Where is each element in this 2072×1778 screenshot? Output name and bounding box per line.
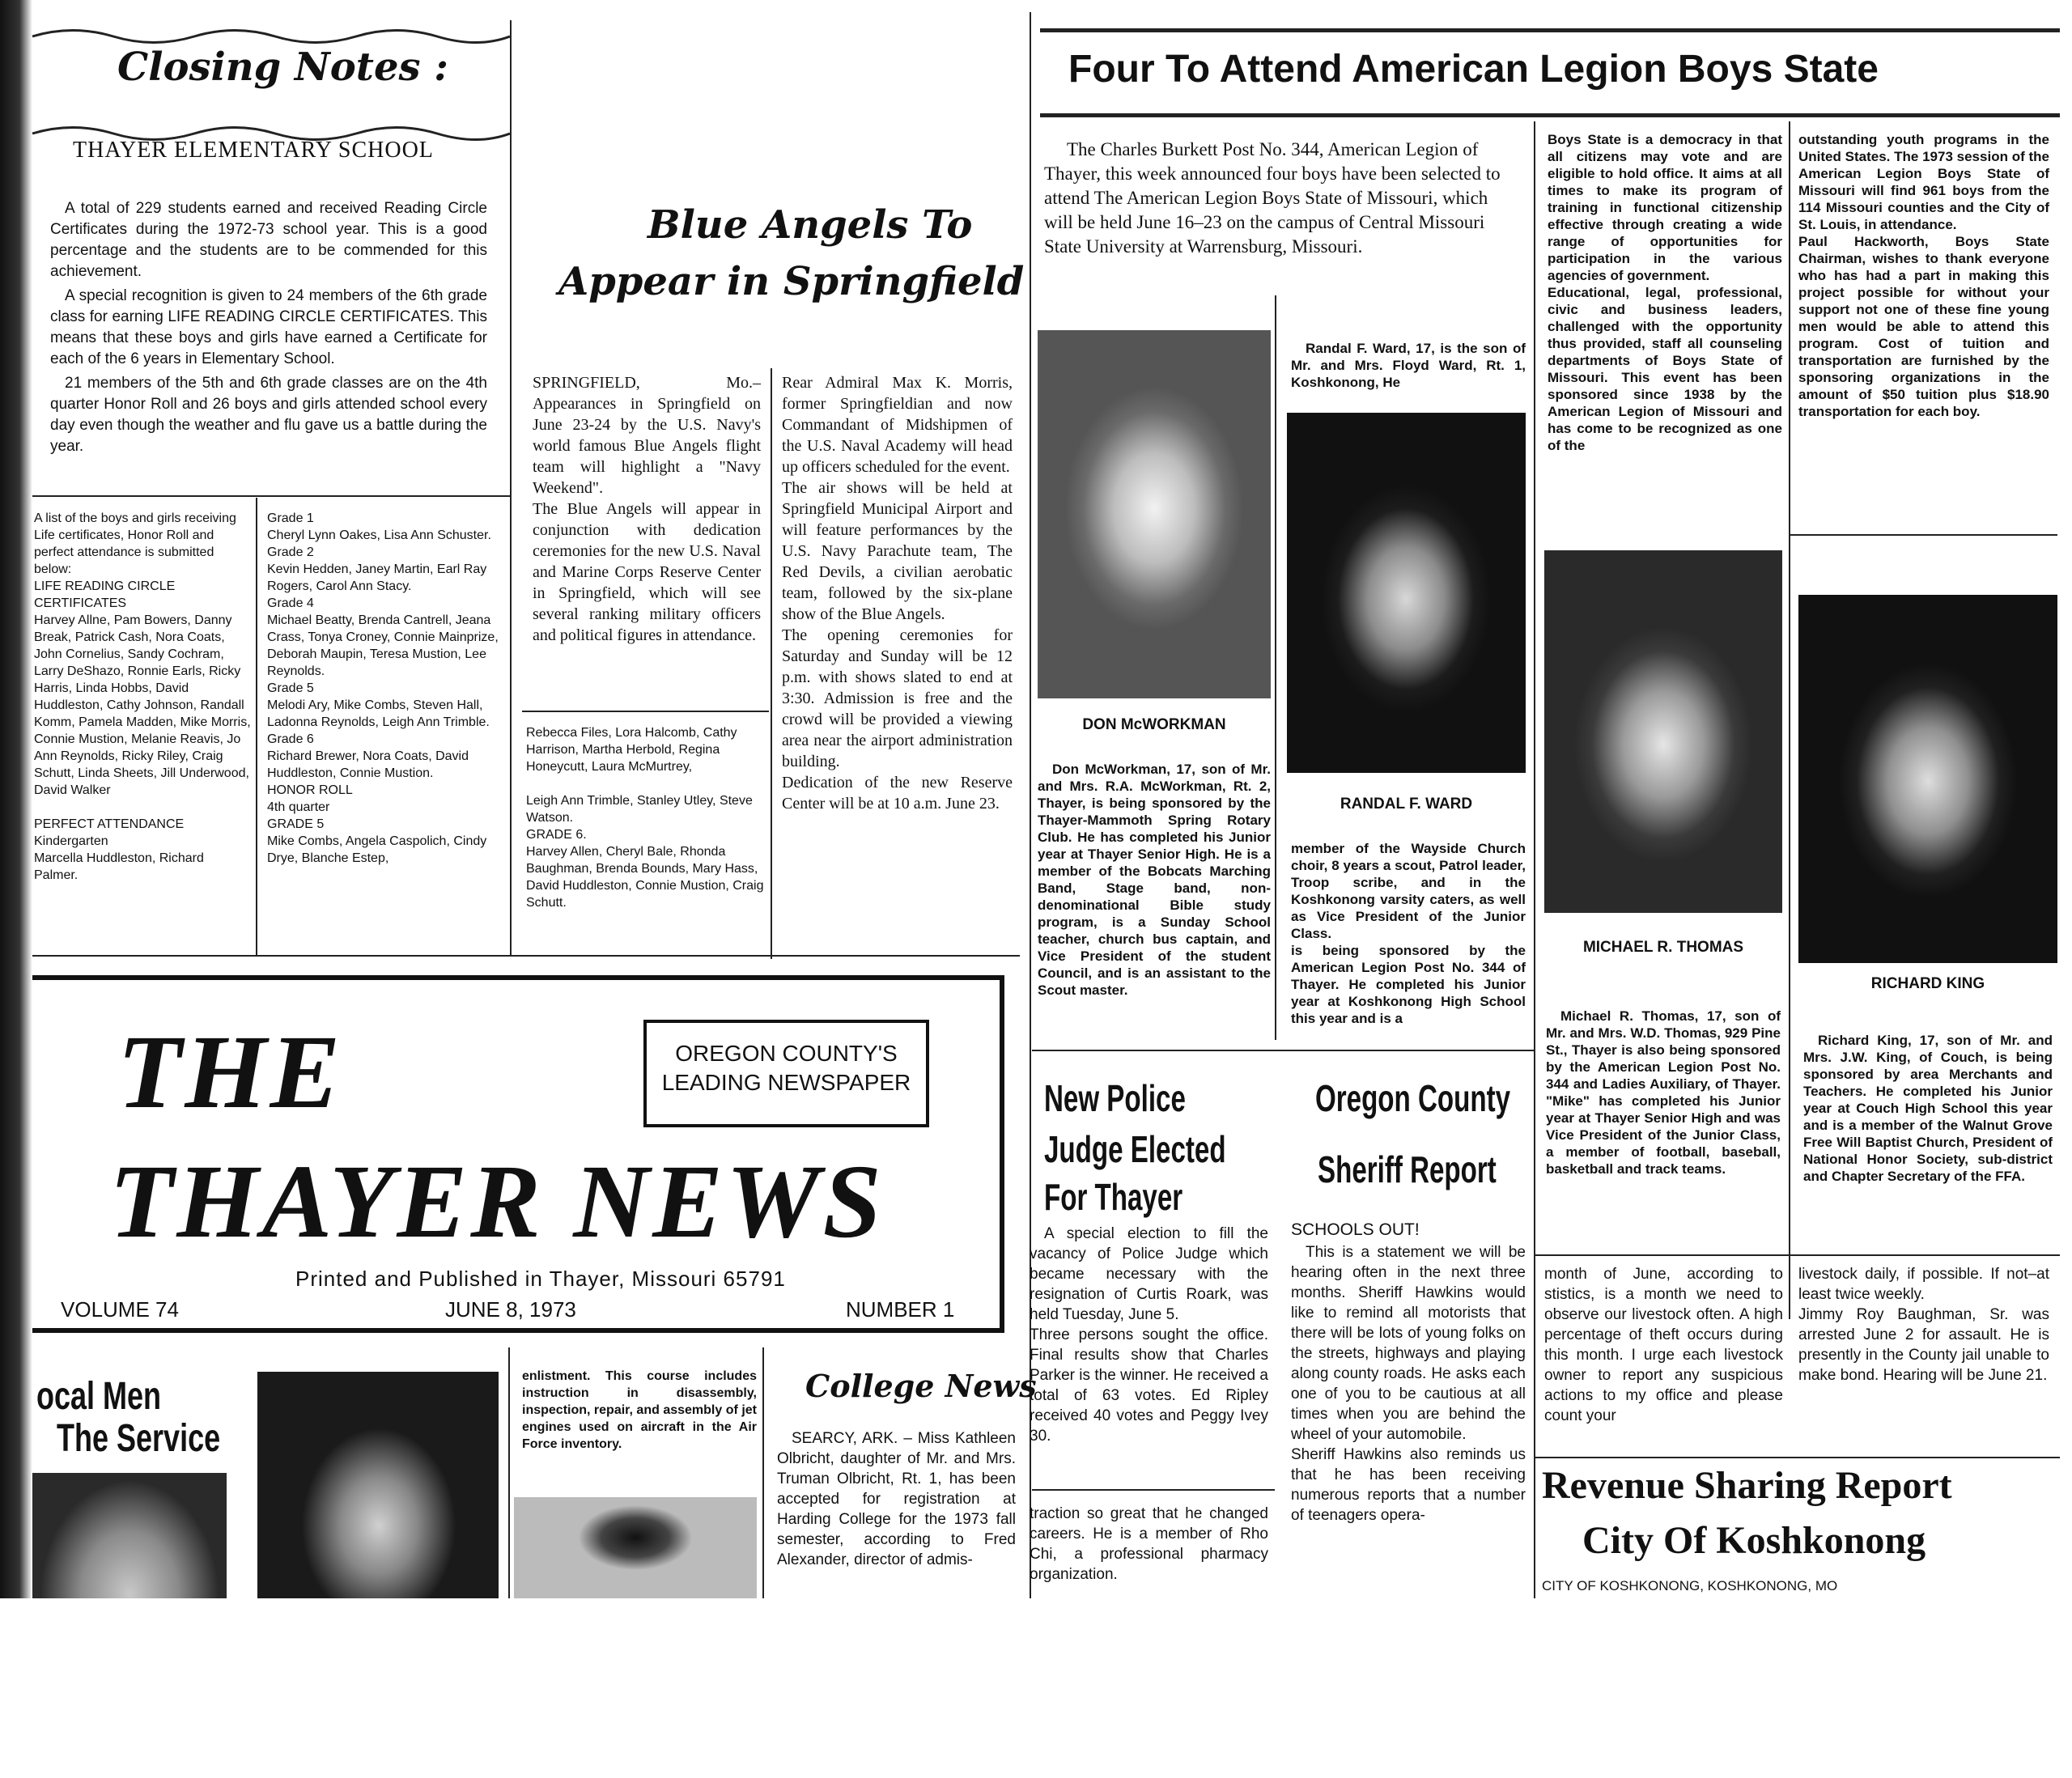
randal-ward-caption: RANDAL F. WARD bbox=[1340, 796, 1473, 813]
local-men-divider bbox=[508, 1347, 510, 1602]
service-photo-3 bbox=[514, 1497, 757, 1601]
boys-col-rule-b bbox=[1534, 121, 1535, 1598]
don-mcworkman-caption: DON McWORKMAN bbox=[1082, 716, 1226, 733]
closing-notes-title: Closing Notes : bbox=[117, 45, 448, 90]
don-mcworkman-body: Don McWorkman, 17, son of Mr. and Mrs. R.A. McWorkman, Rt. 2, Thayer, is being sponsored by the Thayer-Mammoth Spring Rotary Club. He has completed his Junior year at Thayer Senior High. He is a member of the Bobcats Marching Band, Stage band, non-denominational Bible study program, is a Sunday School teacher, church bus captain, and Vice President of the student Council, and is an assistant to the Scout master. bbox=[1038, 762, 1271, 998]
sheriff-col2: month of June, according to stistics, is a month we need to observe our livestock often. A high percentage of theft occurs during this month. I urge each livestock owner to report any suspicious actions to my office and please count your bbox=[1544, 1266, 1783, 1424]
closing-right-rule bbox=[510, 20, 512, 955]
blue-angels-col1: SPRINGFIELD, Mo.–Appearances in Springfield on June 23-24 by the U.S. Navy's world famous Blue Angels flight team will highlight a "Navy Weekend". The Blue Angels will appear in conjunction with dedication ceremonies for the new U.S. Naval and Marine Corps Reserve Center in Springfield, which will see several ranking military officers and political figures in attendance. bbox=[533, 374, 761, 644]
masthead-printed-line: Printed and Published in Thayer, Missouri 65791 bbox=[295, 1267, 786, 1291]
michael-thomas-caption: MICHAEL R. THOMAS bbox=[1582, 939, 1744, 956]
binding-edge bbox=[0, 0, 32, 1602]
sheriff-col3: livestock daily, if possible. If not–at least twice weekly. Jimmy Roy Baughman, Sr. was arrested June 2 for assault. He is presently in the County jail unable to make bond. Hearing will be June 21. bbox=[1798, 1266, 2049, 1384]
boys-col-rule-a bbox=[1275, 295, 1276, 1040]
boys-state-headline: Four To Attend American Legion Boys State bbox=[1068, 48, 1879, 91]
local-men-title-1: ocal Men bbox=[36, 1375, 162, 1418]
local-men-title-2: The Service bbox=[57, 1417, 221, 1460]
sheriff-body: This is a statement we will be hearing often in the next three months. Sheriff Hawkins would like to remind all motorists that there will be lots of young folks on the streets, highways and playing along county roads. He asks each one of you to be cautious at all times when you are behind the wheel of your automobile. Sheriff Hawkins also reminds us that he has been receiving numerous reports that a number of teenagers opera- bbox=[1291, 1244, 1526, 1524]
service-photo-2 bbox=[257, 1372, 499, 1601]
closing-para-2: A special recognition is given to 24 members of the 6th grade class for earning LIFE READING CIRCLE CERTIFICATES. This means that these boys and girls have earned a Certificate for each of the 6 years in Elementary School. bbox=[50, 287, 487, 367]
sheriff-title-1: Oregon County bbox=[1315, 1077, 1511, 1119]
randal-ward-body: member of the Wayside Church choir, 8 years a scout, Patrol leader, Troop scribe, and in the Koshkonong varsity caters, as well as Vice President of the Junior Class. is being sponsored by the American Legion Post No. 344 of Thayer. He completed his Junior year at Koshkonong High School this year and is a bbox=[1291, 841, 1526, 1026]
masthead-volume: VOLUME 74 bbox=[61, 1297, 179, 1322]
randal-ward-photo bbox=[1287, 413, 1526, 773]
masthead-number: NUMBER 1 bbox=[846, 1297, 955, 1322]
masthead-title-line-2: THAYER NEWS bbox=[109, 1144, 885, 1260]
revenue-title-2: City Of Koshkonong bbox=[1582, 1519, 1926, 1562]
closing-list-divider bbox=[256, 498, 257, 955]
police-judge-title-2: Judge Elected bbox=[1044, 1128, 1226, 1170]
boys-state-top-rule bbox=[1040, 28, 2060, 32]
blue-angels-names: Rebecca Files, Lora Halcomb, Cathy Harrison, Martha Herbold, Regina Honeycutt, Laura McMurtrey, Leigh Ann Trimble, Stanley Utley, Steve Watson. GRADE 6. Harvey Allen, Cheryl Bale, Rhonda Baughman, Brenda Bounds, Mary Hass, David Huddleston, Connie Mustion, Craig Schutt. bbox=[526, 726, 764, 910]
boys-state-head-rule bbox=[1040, 113, 2060, 117]
revenue-top-rule bbox=[1534, 1457, 2060, 1458]
college-news-body: SEARCY, ARK. – Miss Kathleen Olbricht, daughter of Mr. and Mrs. Truman Olbricht, Rt. 1, has been accepted for registration at Harding College for the 1973 fall semester, according to Fred Alexander, director of admis- bbox=[777, 1430, 1016, 1568]
school-name: THAYER ELEMENTARY SCHOOL bbox=[73, 138, 434, 163]
boys-state-col3: Boys State is a democracy in that all citizens may vote and are eligible to hold office. It aims at all times to make its program of training in functional citizenship effective through creating a wide range of opportunities for participation in the various agencies of government. Educational, legal, professional, civic and business leaders, challenged with the opportunity thus provided, staff all counseling departments of Boys State of Missouri. This event has been sponsored since 1938 by the American Legion of Missouri and has come to be recognized as one of the bbox=[1548, 132, 1782, 453]
blue-angels-title-1: Blue Angels To bbox=[648, 202, 973, 248]
closing-notes-body bbox=[50, 198, 487, 460]
closing-mid-rule bbox=[32, 495, 510, 497]
richard-king-caption: RICHARD KING bbox=[1870, 975, 1985, 992]
tagline-line-1: OREGON COUNTY'S bbox=[675, 1041, 898, 1066]
revenue-title-1: Revenue Sharing Report bbox=[1542, 1464, 1952, 1507]
police-judge-body: A special election to fill the vacancy of Police Judge which became necessary with the resignation of Curtis Roark, was held Tuesday, June 5. Three persons sought the office. Final results show that Charles Parker is the winner. He received a total of 63 votes. Ed Ripley received 40 votes and Peggy Ivey 30. bbox=[1030, 1225, 1268, 1445]
police-judge-tail: traction so great that he changed careers. He is a member of Rho Chi, a professional pharmacy organization. bbox=[1030, 1505, 1268, 1583]
reading-list-col2: Grade 1 Cheryl Lynn Oakes, Lisa Ann Schuster. Grade 2 Kevin Hedden, Janey Martin, Earl Ray Rogers, Carol Ann Stacy. Grade 4 Michael Beatty, Brenda Cantrell, Jeana Crass, Tonya Croney, Connie Mainprize, Deborah Maupin, Teresa Mustion, Lee Reynolds. Grade 5 Melodi Ary, Mike Combs, Steven Hall, Ladonna Reynolds, Leigh Ann Trimble. Grade 6 Richard Brewer, Nora Coats, David Huddleston, Connie Mustion. HONOR ROLL 4th quarter GRADE 5 Mike Combs, Angela Caspolich, Cindy Drye, Blanche Estep, bbox=[267, 511, 499, 865]
boys-state-lead: The Charles Burkett Post No. 344, American Legion of Thayer, this week announced four boys have been selected to attend The American Legion Boys State of Missouri, which will be held June 16–23 on the campus of Central Missouri State University at Warrensburg, Missouri. bbox=[1044, 139, 1501, 257]
police-judge-bottom-rule bbox=[1032, 1489, 1275, 1491]
police-judge-title-3: For Thayer bbox=[1044, 1176, 1183, 1218]
don-mcworkman-photo bbox=[1038, 330, 1271, 698]
sheriff-col-top-rule bbox=[1534, 1254, 2060, 1256]
randal-ward-intro: Randal F. Ward, 17, is the son of Mr. and Mrs. Floyd Ward, Rt. 1, Koshkonong, He bbox=[1291, 341, 1526, 390]
local-men-body: enlistment. This course includes instruction in disassembly, inspection, repair, and assembly of jet engines used on aircraft in the Air Force inventory. bbox=[522, 1369, 757, 1451]
col4-mid-rule bbox=[1790, 534, 2057, 536]
service-photo-1 bbox=[32, 1473, 227, 1601]
blue-angels-title-2: Appear in Springfield bbox=[558, 259, 1025, 304]
reading-list-col1: A list of the boys and girls receiving Life certificates, Honor Roll and perfect attendance is submitted below: LIFE READING CIRCLE CERTIFICATES Harvey Allne, Pam Bowers, Danny Break, Patrick Cash, Nora Coats, John Cornelius, Sandy Cochram, Larry DeShazo, Ronnie Earls, Ricky Harris, Linda Hobbs, David Huddleston, Cathy Johnson, Randall Komm, Pamela Madden, Mike Morris, Connie Mustion, Melanie Reavis, Jo Ann Reynolds, Ricky Riley, Craig Schutt, Linda Sheets, Jill Underwood, David Walker PERFECT ATTENDANCE Kindergarten Marcella Huddleston, Richard Palmer. bbox=[34, 511, 251, 882]
masthead-date: JUNE 8, 1973 bbox=[445, 1297, 576, 1322]
closing-para-3: 21 members of the 5th and 6th grade classes are on the 4th quarter Honor Roll and 26 boys and girls attended school every day even though the weather and flu gave us a battle during the year. bbox=[50, 375, 487, 455]
boys-col-rule-c bbox=[1789, 121, 1790, 1319]
police-judge-title-1: New Police bbox=[1044, 1077, 1186, 1119]
blue-angels-names-rule bbox=[522, 711, 769, 712]
closing-para-1: A total of 229 students earned and received Reading Circle Certificates during the 1972-73 school year. This is a good percentage and the students are to be commended for this achievement. bbox=[50, 200, 487, 280]
richard-king-photo bbox=[1798, 595, 2057, 963]
sheriff-title-2: Sheriff Report bbox=[1318, 1148, 1497, 1190]
lower-margin bbox=[0, 1598, 2072, 1778]
sheriff-subhead: SCHOOLS OUT! bbox=[1291, 1220, 1420, 1239]
tagline-line-2: LEADING NEWSPAPER bbox=[661, 1070, 911, 1095]
richard-king-body: Richard King, 17, son of Mr. and Mrs. J.W. King, of Couch, is being sponsored by area Merchants and Teachers. He completed his Junior year at Couch High School this year and is a member of the Walnut Grove Free Will Baptist Church, President of National Honor Society, sub-district and Chapter Secretary of the FFA. bbox=[1803, 1033, 2053, 1184]
top-section-bottom-rule bbox=[32, 955, 1020, 957]
boys-state-col4: outstanding youth programs in the United States. The 1973 session of the American Legion Boys State of Missouri will find 961 boys from the 114 Missouri counties and the City of St. Louis, in attendance. Paul Hackworth, Boys State Chairman, wishes to thank everyone who has had a part in making this project possible for without your support not one of these fine young men would be able to attend this program. Cost of tuition and transportation are furnished by the sponsoring organizations in the amount of $50 tuition plus $18.90 transportation for each boy. bbox=[1798, 132, 2049, 419]
boys-state-bottom-rule-left bbox=[1032, 1050, 1534, 1051]
college-news-divider bbox=[762, 1347, 764, 1602]
revenue-sub: CITY OF KOSHKONONG, KOSHKONONG, MO bbox=[1542, 1578, 1838, 1593]
masthead-tagline-box bbox=[643, 1020, 929, 1127]
masthead-title-line-1: THE bbox=[117, 1014, 344, 1131]
blue-angels-col-divider bbox=[771, 368, 772, 959]
blue-angels-col2: Rear Admiral Max K. Morris, former Springfieldian and now Commandant of Midshipmen of the U.S. Naval Academy will head up officers scheduled for the event. The air shows will be held at Springfield Municipal Airport and will feature performances by the U.S. Navy Parachute team, The Red Devils, a civilian aerobatic team, followed by the six-plane show of the Blue Angels. The opening ceremonies for Saturday and Sunday will be 12 p.m. with shows slated to end at 3:30. Admission is free and the crowd will be provided a viewing area near the airport administration building. Dedication of the new Reserve Center will be at 10 a.m. June 23. bbox=[782, 374, 1013, 813]
michael-thomas-photo bbox=[1544, 550, 1782, 913]
michael-thomas-body: Michael R. Thomas, 17, son of Mr. and Mrs. W.D. Thomas, 929 Pine St., Thayer is also being sponsored by the American Legion Post No. 344 and Ladies Auxiliary, of Thayer. "Mike" has completed his Junior year at Thayer Senior High and was Vice President of the Junior Class, a member of football, baseball, basketball and track teams. bbox=[1546, 1008, 1781, 1177]
college-news-title: College News bbox=[805, 1368, 1037, 1404]
